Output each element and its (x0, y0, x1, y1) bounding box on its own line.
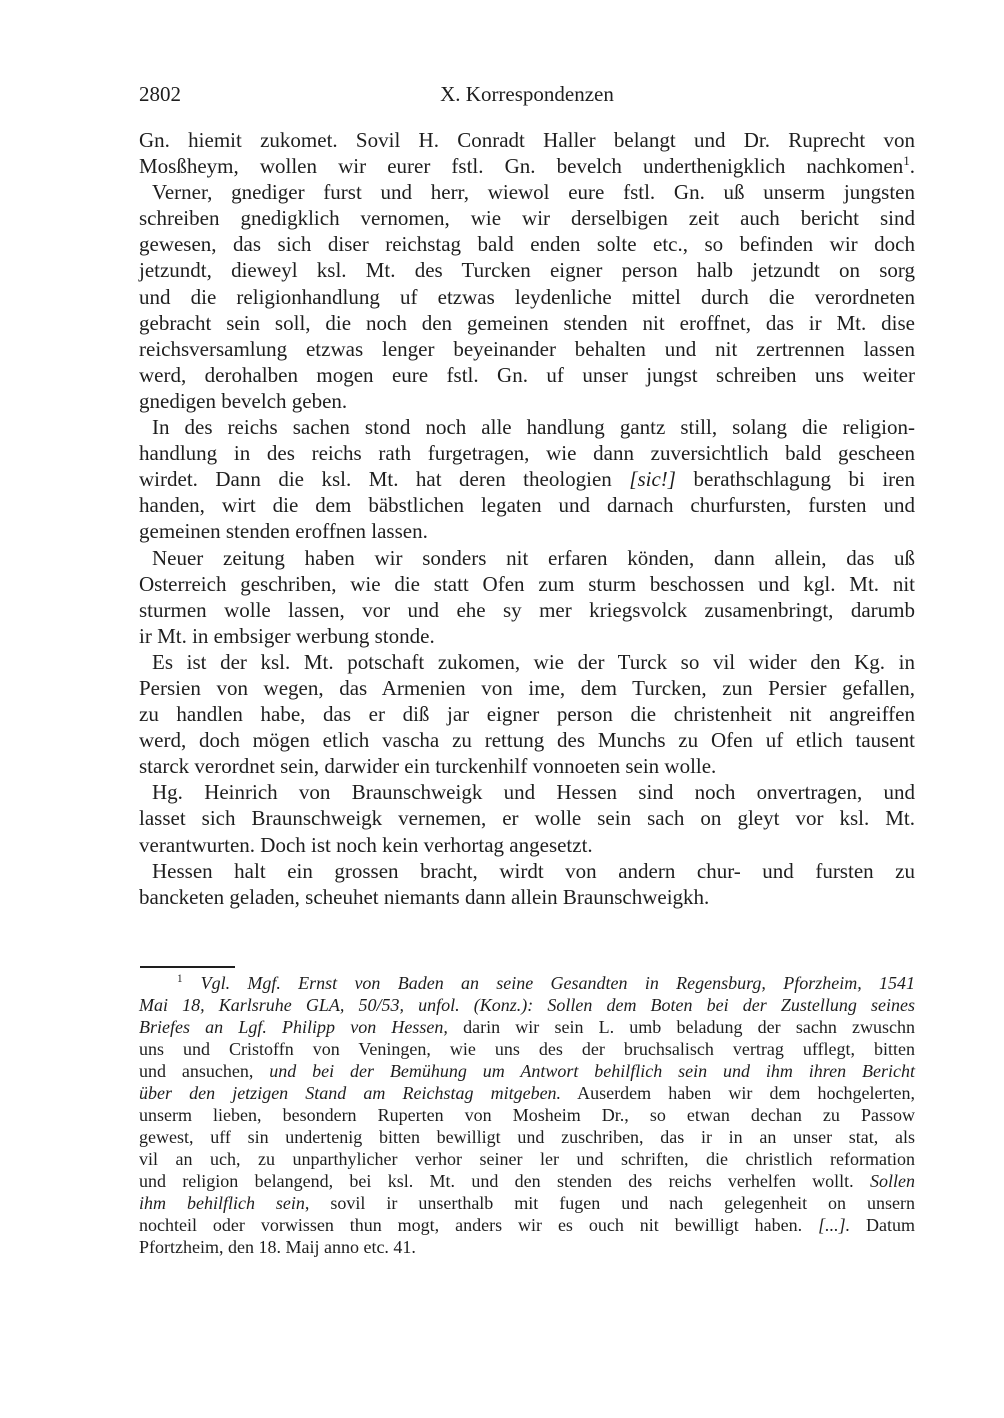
text-line: werd, doch mögen etlich vascha zu rettung des Munchs zu Ofen uf etlich tausent (139, 728, 915, 753)
text-line: und religion belangend, bei ksl. Mt. und den stenden des reichs verhelfen wollt. Sollen (139, 1171, 915, 1191)
text-line: und die religionhandlung uf etzwas leydenliche mittel durch die verordneten (139, 284, 915, 309)
body-text (139, 127, 915, 910)
text-line: bancketen geladen, scheuhet niemants dann allein Braunschweigkh. (139, 884, 710, 909)
text-line: In des reichs sachen stond noch alle handlung gantz still, solang die religion- (152, 415, 915, 440)
text-line: sturmen wolle lassen, vor und ehe sy mer kriegsvolck zusamenbringt, darumb (139, 597, 915, 622)
text-line: vil an uch, zu unparthylicher verhor seiner ler und schriften, die christlich reformation (139, 1149, 915, 1169)
text-line: gewesen, das sich diser reichstag bald enden solte etc., so befinden wir doch (139, 232, 915, 257)
paragraph (139, 179, 915, 414)
text-line: Verner, gnediger furst und herr, wiewol eure fstl. Gn. uß unserm jungsten (152, 180, 915, 205)
footnote (139, 972, 915, 1258)
footnote-separator (140, 966, 235, 968)
text-line: verantwurten. Doch ist noch kein verhortag angesetzt. (139, 832, 593, 857)
text-line: Es ist der ksl. Mt. potschaft zukomen, wie der Turck so vil wider den Kg. in (152, 649, 915, 674)
paragraph (139, 414, 915, 544)
text-line: Pfortzheim, den 18. Maij anno etc. 41. (139, 1237, 416, 1257)
paragraph (139, 127, 915, 179)
page-number: 2802 (139, 82, 181, 106)
text-line: uns und Cristoffn von Veningen, wie uns des der bruchsalisch vertrag ufflegt, bitten (139, 1039, 915, 1059)
text-line: gnedigen bevelch geben. (139, 388, 348, 413)
paragraph (139, 858, 915, 910)
text-line: Osterreich geschriben, wie die statt Ofen zum sturm beschossen und kgl. Mt. nit (139, 571, 915, 596)
text-line: Mai 18, Karlsruhe GLA, 50/53, unfol. (Konz.): Sollen dem Boten bei der Zustellung seines (139, 995, 915, 1015)
text-line: ihm behilflich sein, sovil ir unserthalb mit fugen und nach gelegenheit on unsern (139, 1193, 915, 1213)
text-line: Neuer zeitung haben wir sonders nit erfaren könden, dann allein, das uß (152, 545, 915, 570)
text-line: starck verordnet sein, darwider ein turckenhilf vonnoeten sein wolle. (139, 754, 717, 779)
paragraph (139, 545, 915, 649)
text-line: werd, derohalben mogen eure fstl. Gn. uf unser jungst schreiben uns weiter (139, 362, 915, 387)
text-line: Persien von wegen, das Armenien von ime, dem Turcken, zun Persier gefallen, (139, 675, 915, 700)
text-line: schreiben gnedigklich vernomen, wie wir derselbigen zeit auch bericht sind (139, 206, 915, 231)
text-line: gebracht sein soll, die noch den gemeinen stenden nit eroffnet, das ir Mt. dise (139, 310, 915, 335)
text-line: Briefes an Lgf. Philipp von Hessen, darin wir sein L. umb beladung der sachn zwuschn (139, 1017, 915, 1037)
text-line: Hg. Heinrich von Braunschweigk und Hessen sind noch onvertragen, und (152, 780, 915, 805)
text-line: wirdet. Dann die ksl. Mt. hat deren theologien [sic!] berathschlagung bi iren (139, 467, 915, 492)
text-line: unserm lieben, besondern Ruperten von Mosheim Dr., so etwan dechan zu Passow (139, 1105, 915, 1125)
text-line: Gn. hiemit zukomet. Sovil H. Conradt Haller belangt und Dr. Ruprecht von (139, 128, 915, 152)
text-line: nochteil oder vorwissen thun mogt, anders wir es ouch nit bewilligt haben. [...]. Datum (139, 1215, 915, 1235)
text-line: Hessen halt ein grossen bracht, wirdt von andern chur- und fursten zu (152, 858, 915, 883)
text-line: Mosßheym, wollen wir eurer fstl. Gn. bevelch underthenigklich nachkomen$^1$. (139, 153, 915, 179)
text-line: und ansuchen, und bei der Bemühung um Antwort behilflich sein und ihm ihren Bericht (139, 1061, 915, 1081)
text-line: $^1$ Vgl. Mgf. Ernst von Baden an seine Gesandten in Regensburg, Pforzheim, 1541 (177, 973, 915, 993)
paragraph (139, 779, 915, 857)
text-line: handlung in des reichs rath furgetragen, wie dann zuversichtlich bald gescheen (139, 441, 915, 466)
text-line: gewest, uff sin undertenig bitten bewilligt und zuschriben, das ir in an unser stat, als (139, 1127, 915, 1147)
page-header (139, 81, 915, 108)
text-line: zu handlen habe, das er diß jar eigner person die christenheit nit angreiffen (139, 702, 915, 727)
text-line: gemeinen stenden eroffnen lassen. (139, 519, 428, 544)
text-line: reichsversamlung etzwas lenger beyeinander behalten und nit zertrennen lassen (139, 336, 915, 361)
paragraph (139, 649, 915, 779)
text-line: über den jetzigen Stand am Reichstag mitgeben. Auserdem haben wir dem hochgelerten, (139, 1083, 915, 1103)
text-line: handen, wirt die dem bäbstlichen legaten und darnach churfursten, fursten und (139, 493, 915, 518)
text-line: ir Mt. in embsiger werbung stonde. (139, 623, 435, 648)
running-head: X. Korrespondenzen (440, 82, 614, 106)
text-line: lasset sich Braunschweigk vernemen, er wolle sein sach on gleyt vor ksl. Mt. (139, 806, 915, 831)
text-line: jetzundt, dieweyl ksl. Mt. des Turcken eigner person halb jetzundt on sorg (139, 258, 915, 283)
